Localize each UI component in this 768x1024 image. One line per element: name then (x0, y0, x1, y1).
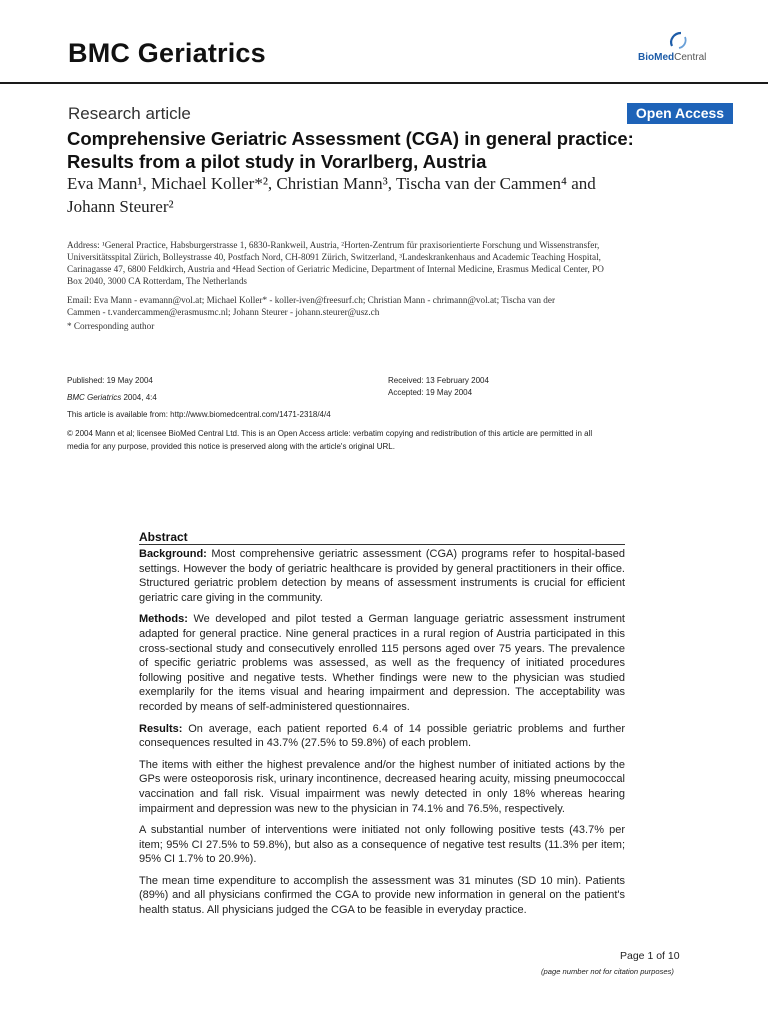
abstract-section (139, 530, 625, 925)
abstract-background (139, 547, 625, 605)
copyright-line-1: © 2004 Mann et al; licensee BioMed Central Ltd. This is an Open Access article: verbatim copying and redistribution of this article are permitted in all (67, 429, 593, 438)
abstract-results-interventions: A substantial number of interventions were initiated not only following positive tests (43.7% per item; 95% CI 27.5% to 59.8%), but also as a consequence of negative test results (11.3% per item; 95% CI 1.7% to 20.9%). (139, 824, 625, 866)
received-date: Received: 13 February 2004 (388, 376, 489, 385)
published-date: Published: 19 May 2004 (67, 376, 153, 385)
address-line-2: Universitätsspital Zürich, Bolleystrasse 40, Postfach Nord, CH-8091 Zürich, Switzerland, ³Landeskrankenhaus and Academic Teaching Hospital, (67, 252, 601, 262)
authors-line-2: Johann Steurer² (67, 197, 174, 216)
authors-line-1: Eva Mann¹, Michael Koller*², Christian Mann³, Tischa van der Cammen⁴ and (67, 174, 596, 193)
journal-title: BMC Geriatrics (68, 38, 266, 68)
abstract-methods (139, 612, 625, 714)
logo-swirl-icon (668, 30, 690, 52)
article-type: Research article (68, 104, 191, 123)
biomed-central-logo[interactable] (638, 30, 707, 70)
email-line-1[interactable]: Email: Eva Mann - evamann@vol.at; Michael Koller* - koller-iven@freesurf.ch; Christian Mann - chrimann@vol.at; Tischa van der (67, 295, 556, 305)
methods-label: Methods: (139, 613, 188, 626)
background-text: Most comprehensive geriatric assessment (CGA) programs refer to hospital-based settings. However the body of geriatric healthcare is provided by general practitioners in their office. Structured geriatric problem detection by means of assessment instruments is crucial for efficient geriatric care giving in the community. (139, 548, 625, 604)
citation-volume: 2004, 4:4 (121, 393, 157, 402)
background-label: Background: (139, 548, 207, 560)
accepted-date: Accepted: 19 May 2004 (388, 388, 473, 397)
page-number: Page 1 of 10 (620, 950, 680, 962)
abstract-heading: Abstract (139, 530, 188, 544)
abstract-divider (139, 544, 625, 545)
citation-journal: BMC Geriatrics (67, 393, 122, 402)
logo-central-text: Central (674, 52, 707, 63)
corresponding-author-note: * Corresponding author (67, 321, 155, 331)
citation (67, 393, 157, 402)
abstract-results-prevalence: The items with either the highest prevalence and/or the highest number of initiated actions by the GPs were osteoporosis risk, urinary incontinence, decreased hearing acuity, missing pneumococcal vaccination and fall risk. Visual impairment was newly detected in only 18% whereas hearing impairment and depression was new to the physician in 74.1% and 76.5%, respectively. (139, 758, 625, 815)
article-url[interactable]: This article is available from: http://www.biomedcentral.com/1471-2318/4/4 (67, 410, 331, 419)
methods-text: We developed and pilot tested a German language geriatric assessment instrument adapted for general practice. Nine general practices in a rural region of Austria participated in this cross-sectional study and consecutively enrolled 115 persons aged over 75 years. The prevalence of specific geriatric problems was assessed, as well as the frequency of initiated procedures following positive and negative tests. Whether findings were new to the physician was studied exemplarily for the items visual and hearing impairment and depression. The acceptability was recorded by means of self-administered questionnaires. (139, 613, 625, 713)
results-text: On average, each patient reported 6.4 of 14 possible geriatric problems and further consequences resulted in 43.7% (27.5% to 59.8%) of each problem. (139, 722, 625, 750)
results-label: Results: (139, 722, 183, 735)
abstract-results-time: The mean time expenditure to accomplish the assessment was 31 minutes (SD 10 min). Patients (89%) and all physicians confirmed the CGA to provide new information in general on the patient's health status. All physicians judged the CGA to be feasible in everyday practice. (139, 874, 625, 917)
address-line-3: Carinagasse 47, 6800 Feldkirch, Austria and ⁴Head Section of Geriatric Medicine, Department of Internal Medicine, Erasmus Medical Center, PO (67, 264, 604, 274)
email-line-2[interactable]: Cammen - t.vandercammen@erasmusmc.nl; Johann Steurer - johann.steurer@usz.ch (67, 307, 380, 317)
article-title-line-1: Comprehensive Geriatric Assessment (CGA) in general practice: (67, 128, 634, 149)
address-line-1: Address: ¹General Practice, Habsburgerstrasse 1, 6830-Rankweil, Austria, ²Horten-Zentrum für praxisorientierte Forschung und Wissenstransfer, (67, 240, 600, 250)
header-divider (0, 82, 768, 84)
page-number-note: (page number not for citation purposes) (541, 967, 674, 976)
abstract-results (139, 722, 625, 751)
open-access-badge: Open Access (627, 103, 733, 124)
copyright-line-2: media for any purpose, provided this notice is preserved along with the article's original URL. (67, 442, 395, 451)
article-title-line-2: Results from a pilot study in Vorarlberg, Austria (67, 151, 487, 172)
logo-biomed-text: BioMed (638, 52, 675, 63)
address-line-4: Box 2040, 3000 CA Rotterdam, The Netherlands (67, 276, 247, 286)
